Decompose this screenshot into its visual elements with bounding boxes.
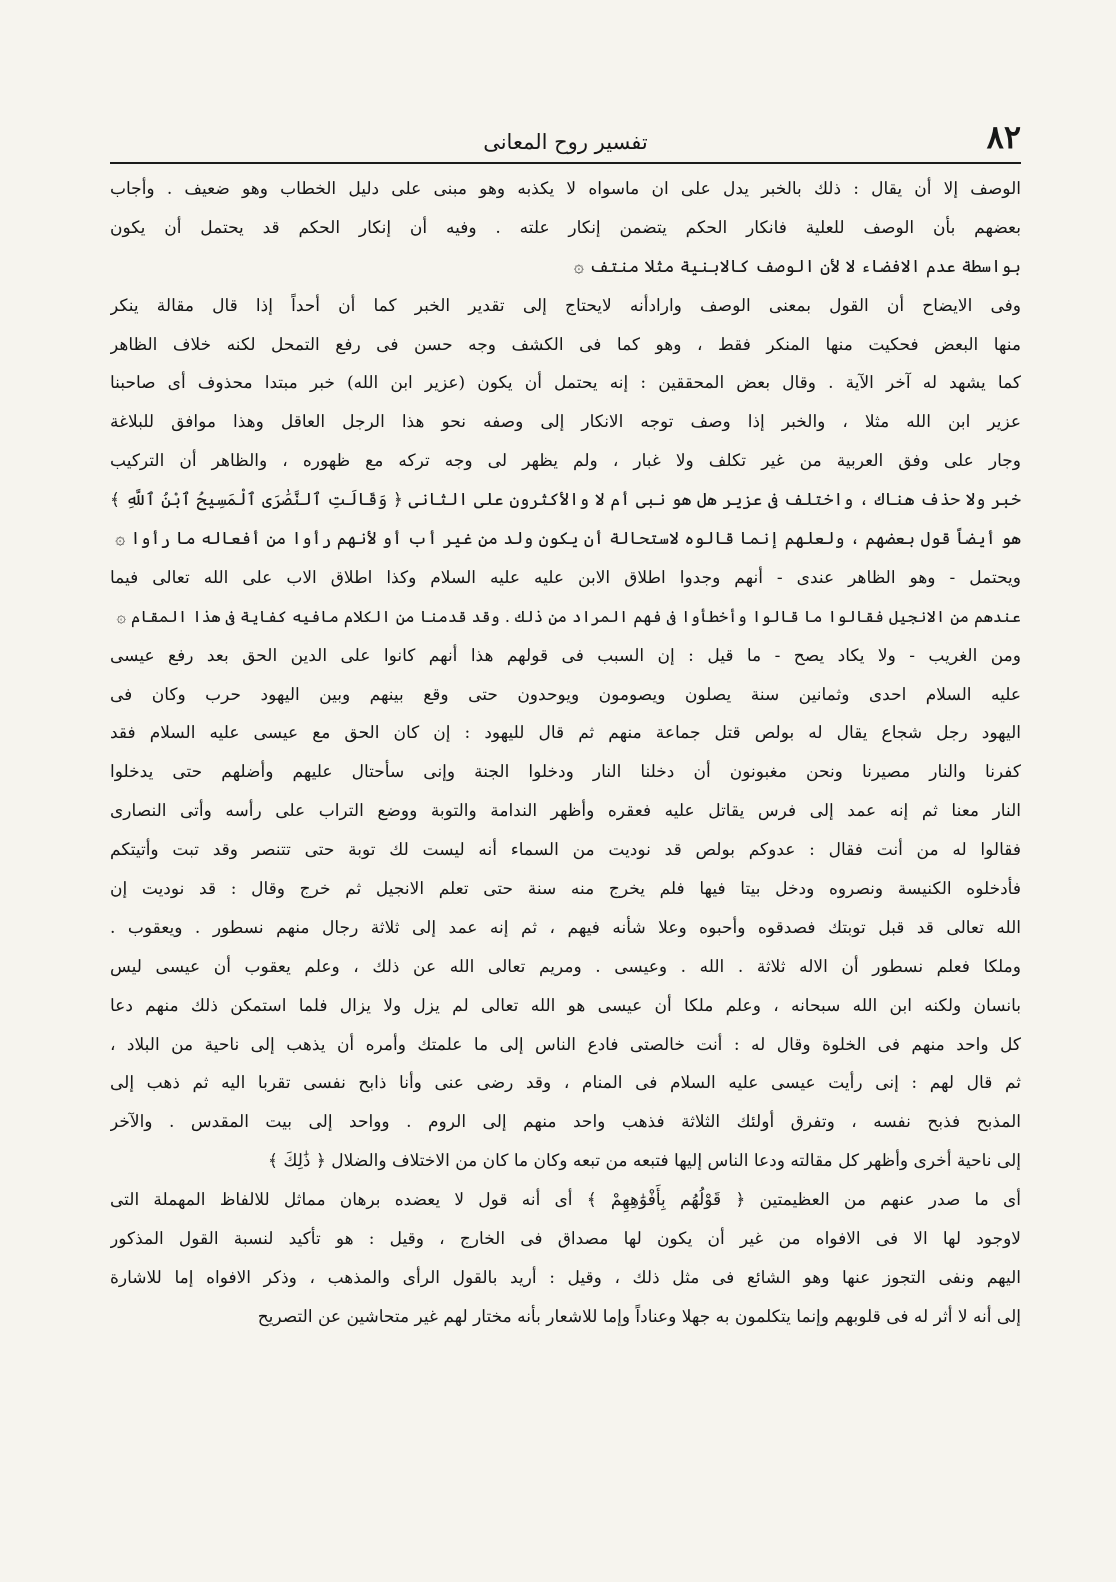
text-line: وملكا فعلم نسطور أن الاله ثلاثة . الله . وعيسى . ومريم تعالى الله عن ذلك ، وعلم يعقوب أن عيسى ليس: [110, 956, 1021, 977]
text-line: النار معنا ثم إنه عمد إلى فرس يقاتل عليه فعقره وأظهر الندامة والتوبة ووضع التراب على رأسه وأتى النصارى: [110, 801, 1021, 822]
text-line: اليهم ونفى التجوز عنها وهو الشائع فى مثل ذلك ، وقيل : أريد بالقول الرأى والمذهب ، وذكر الافواه إما للاشارة: [110, 1267, 1021, 1288]
text-line: بعضهم بأن الوصف للعلية فانكار الحكم يتضمن إنكار علته . وفيه أن إنكار الحكم قد يحتمل أن يكون: [110, 217, 1021, 238]
text-line: إلى أنه لا أثر له فى قلوبهم وإنما يتكلمون به جهلا وعناداً وإما للاشعار بأنه مختار لهم غير متحاشين عن التصريح: [257, 1306, 1021, 1327]
text-line: المذبح فذبح نفسه ، وتفرق أولئك الثلاثة فذهب واحد منهم إلى الروم . وواحد إلى بيت المقدس . والآخر: [110, 1112, 1021, 1133]
text-line: عزير ابن الله مثلا ، والخبر إذا وصف توجه الانكار إلى وصفه نحو هذا الرجل العاقل وهذا موافق للبلاغة: [110, 412, 1021, 433]
text-line: كما يشهد له آخر الآية . وقال بعض المحققين : إنه يحتمل أن يكون (عزير ابن الله) خبر مبتدا محذوف أى صاحبنا: [110, 373, 1021, 394]
running-title: تفسير روح المعانى: [483, 130, 648, 154]
text-line: هو أيضاً قول بعضهم ، ولعلهم إنما قالوه لاستحالة أن يكون ولد من غير أب أو لأنهم رأوا من أفعاله ما رأوا ۞: [115, 529, 1021, 550]
text-line: لاوجود لها الا فى الافواه من غير أن يكون لها مصداق فى الخارج ، وقيل : هو تأكيد لنسبة القول المذكور: [110, 1229, 1021, 1250]
body-text: [110, 170, 1021, 1337]
text-line: وفى الايضاح أن القول بمعنى الوصف وارادأنه لايحتاج إلى تقدير الخبر كما أن أحداً إذا قال مقالة ينكر: [110, 295, 1021, 316]
text-line: كفرنا والنار مصيرنا ونحن مغبونون أن دخلنا النار ودخلوا الجنة وإنى سأحتال عليهم وأضلهم حتى يدخلوا: [110, 762, 1021, 783]
text-line: كل واحد منهم فى الخلوة وقال له : أنت خالصتى فادع الناس إلى ما علمتك وأمره أن يذهب إلى ناحية من البلاد ،: [110, 1034, 1021, 1055]
text-line: ويحتمل - وهو الظاهر عندى - أنهم وجدوا اطلاق الابن عليه عليه السلام وكذا اطلاق الاب على الله تعالى فيما: [110, 567, 1021, 588]
text-line: ومن الغريب - ولا يكاد يصح - ما قيل : إن السبب فى قولهم هذا أنهم كانوا على الدين الحق بعد رفع عيسى: [110, 645, 1021, 666]
text-line: فقالوا له من أنت فقال : عدوكم بولص قد نوديت من السماء أنه ليست لك توبة حتى تتنصر وقد تبت وأتيتكم: [110, 840, 1021, 861]
text-line: ثم قال لهم : إنى رأيت عيسى عليه السلام فى المنام ، وقد رضى عنى وأنا ذابح نفسى تقربا اليه ثم ذهب إلى: [110, 1073, 1021, 1094]
text-line: بانسان ولكنه ابن الله سبحانه ، وعلم ملكا أن عيسى هو الله تعالى لم يزل ولا يزال فلما استمكن ذلك منهم دعا: [110, 995, 1021, 1016]
text-line: عندهم من الانجيل فقالوا ما قالوا وأخطأوا فى فهم المراد من ذلك . وقد قدمنا من الكلام مافيه كفاية فى هذا المقام ۞: [116, 606, 1021, 626]
text-line: إلى ناحية أخرى وأظهر كل مقالته ودعا الناس إليها فتبعه من تبعه وكان ما كان من الاختلاف والضلال ﴿ ذَٰلِكَ ﴾: [268, 1151, 1021, 1172]
text-line: الله تعالى قد قبل توبتك فصدقوه وأحبوه وعلا شأنه فيهم ، ثم إنه عمد إلى ثلاثة رجال منهم نسطور . ويعقوب .: [110, 917, 1021, 938]
text-line: الوصف إلا أن يقال : ذلك بالخبر يدل على ان ماسواه لا يكذبه وهو مبنى على دليل الخطاب وهو ضعيف . وأجاب: [110, 179, 1021, 199]
text-line: وجار على وفق العربية من غير تكلف ولا غبار ، ولم يظهر لى وجه تركه مع ظهوره ، والظاهر أن التركيب: [110, 451, 1021, 472]
text-line: اليهود رجل شجاع يقال له بولص قتل جماعة منهم ثم قال لليهود : إن كان الحق مع عيسى عليه السلام فقد: [110, 723, 1021, 744]
page-number: ٨٢: [986, 118, 1021, 156]
text-line: فأدخلوه الكنيسة ونصروه ودخل بيتا فيها فلم يخرج منه سنة حتى تعلم الانجيل ثم خرج وقال : قد نوديت إن: [110, 879, 1021, 900]
text-line: عليه السلام احدى وثمانين سنة يصلون ويصومون ويوحدون حتى وقع بينهم وبين اليهود حرب وكان فى: [110, 684, 1021, 705]
text-line: أى ما صدر عنهم من العظيمتين ﴿ قَوْلُهُم بِأَفْوَٰهِهِمْ ﴾ أى أنه قول لا يعضده برهان مماثل للالفاظ المهملة التى: [110, 1190, 1021, 1211]
text-line: منها البعض فحكيت منها المنكر فقط ، وهو كما فى الكشف وجه حسن فى رفع التمحل لكنه خلاف الظاهر: [110, 334, 1021, 355]
text-line: بواسطة عدم الافضاء لا لأن الوصف كالابنية مثلا منتف ۞: [573, 256, 1021, 277]
text-line: خبر ولا حذف هناك ، واختلف فى عزير هل هو نبى أم لا والأكثرون على الثانى ﴿ وَقَالَتِ ٱلنَّصَٰرَى ٱلْمَسِيحُ ٱبْنُ ٱللَّهِ ﴾: [110, 490, 1021, 511]
page-header: [110, 110, 1021, 164]
